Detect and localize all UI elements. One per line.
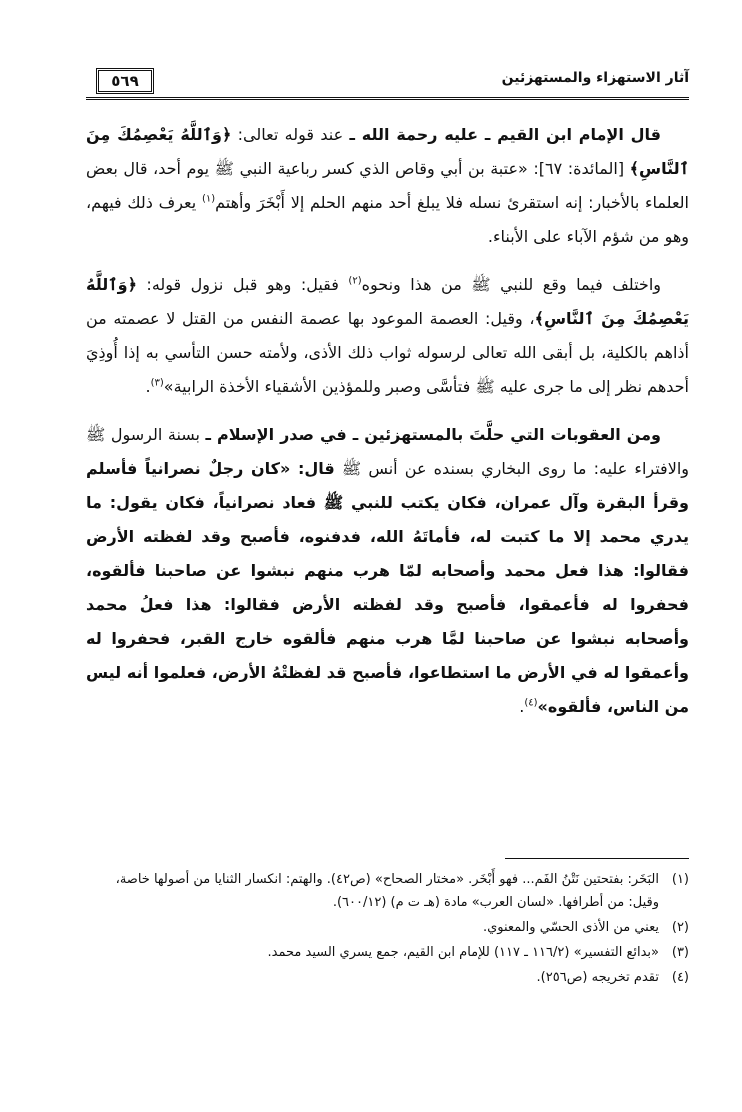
paragraph-3 [86,418,689,724]
footnote-number: (١) [671,872,689,887]
footnote [86,868,689,914]
footnote-number: (٤) [671,970,689,985]
text-run: بسنة الرسول ﷺ والافتراء عليه: ما روى البخاري بسنده عن أنس ﷺ [86,425,689,478]
text-run: . [519,697,525,716]
said-label: قال: [297,459,335,478]
text-run: واختلف فيما وقع للنبي ﷺ من هذا ونحوه [361,275,661,294]
text-run: . [145,377,151,396]
footnote-number: (٢) [671,920,689,935]
paragraph-lead: ومن العقوبات التي حلَّتَ بالمستهزئين ـ في صدر الإسلام ـ [205,425,661,444]
footnote-number: (٣) [671,945,689,960]
footnote-ref[interactable]: (٢) [348,275,362,287]
footnote [86,941,689,964]
footnote-text: «بدائع التفسير» (١١٦/٢ ـ ١١٧) للإمام ابن القيم، جمع يسري السيد محمد. [267,945,659,960]
text-run: ، وقيل: العصمة الموعود بها عصمة النفس من القتل لا عصمته من أذاهم بالكلية، بل أبقى الله تعالى لرسوله ثواب ذلك الأذى، ولأمته حسن التأسي به إذا أُوذِيَ أحدهم نظر إلى ما جرى عليه ﷺ فتأسَّى وصبر وللمؤذين الأشقياء الأخذة الرابية» [86,309,689,396]
running-title: آثار الاستهزاء والمستهزئين [501,70,689,86]
quran-verse: ﴿وَٱللَّهُ يَعْصِمُكَ مِنَ ٱلنَّاسِ﴾ [86,275,690,328]
footnote-text: البَخَر: بفتحتين نَتْنُ الفَم... فهو أَبْخَر. «مختار الصحاح» (ص٤٢). والهتم: انكسار الثنايا من أصولها خاصة، وقيل: من أطرافها. «لسان العرب» مادة (هـ ت م) (٦٠٠/١٢). [115,872,659,910]
footnote-separator [505,858,689,859]
text-run: فقيل: وهو قبل نزول قوله: [136,275,349,294]
page-header [86,60,689,100]
footnote-ref[interactable]: (١) [201,193,216,205]
text-run: يعرف ذلك فيهم، وهو من شؤم الآباء على الأبناء. [86,193,689,246]
footnotes [86,868,689,991]
page-number: ٥٦٩ [96,68,154,94]
paragraph-2 [86,268,689,404]
hadith-quote: «كان رجلٌ نصرانياً فأسلم وقرأ البقرة وآل عمران، فكان يكتب للنبي ﷺ فعاد نصرانياً، فكان يقول: ما يدري محمد إلا ما كتبت له، فأماتَهُ الله، فدفنوه، فأصبح وقد لفظته الأرض فقالوا: هذا فعل محمد وأصحابه لمّا هرب منهم نبشوا عن صاحبنا فألقوه، فحفروا له فأعمقوا، فأصبح وقد لفظته الأرض فقالوا: هذا فعلُ محمد وأصحابه نبشوا عن صاحبنا لمَّا هرب منهم فألقوه خارج القبر، فحفروا له وأعمقوا له في الأرض ما استطاعوا، فأصبح قد لفظتْهُ الأرض، فعلموا أنه ليس من الناس، فألقوه» [86,459,689,716]
quran-verse: ﴿وَٱللَّهُ يَعْصِمُكَ مِنَ ٱلنَّاسِ﴾ [86,125,689,178]
paragraph-1 [86,118,689,254]
footnote [86,916,689,939]
footnote-text: يعني من الأذى الحسّي والمعنوي. [482,920,659,935]
text-run: [المائدة: ٦٧]: «عتبة بن أبي وقاص الذي كسر رباعية النبي ﷺ يوم أحد، قال بعض العلماء بالأخبار: إنه استقرئ نسله فلا يبلغ أحد منهم الحلم إلا أَبْخَرَ وأهتم [86,159,689,212]
header-rule [86,97,689,100]
text-run: عند قوله تعالى: [231,125,350,144]
footnote-text: تقدم تخريجه (ص٢٥٦). [536,970,659,985]
footnote-ref[interactable]: (٤) [524,697,538,709]
main-text [86,118,689,738]
footnote [86,966,689,989]
footnote-ref[interactable]: (٣) [150,377,164,389]
paragraph-lead: قال الإمام ابن القيم ـ عليه رحمة الله ـ [349,125,661,144]
